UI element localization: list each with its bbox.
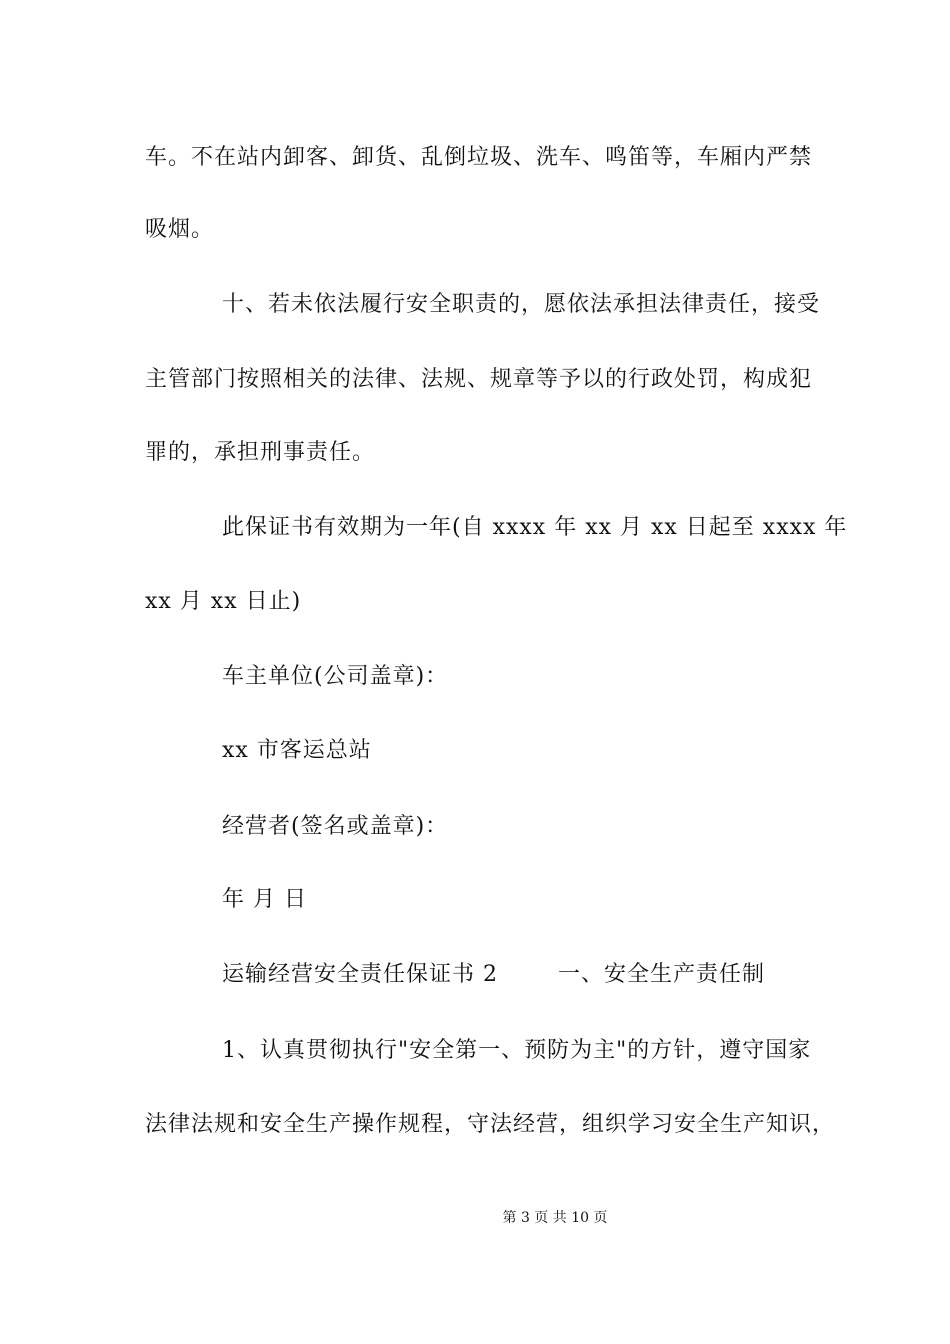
section-heading-line xyxy=(222,960,822,990)
page-number-footer: 第 3 页 共 10 页 xyxy=(502,1210,608,1226)
section-one-heading: 一、安全生产责任制 xyxy=(558,962,766,987)
paragraph-ten-line-2: 主管部门按照相关的法律、法规、规章等予以的行政处罚，构成犯 xyxy=(145,367,813,392)
operator-label: 经营者(签名或盖章)： xyxy=(222,814,449,839)
body-line-1: 车。不在站内卸客、卸货、乱倒垃圾、洗车、鸣笛等，车厢内严禁 xyxy=(145,145,813,170)
paragraph-ten-line-3: 罪的，承担刑事责任。 xyxy=(145,440,376,465)
document-title-2: 运输经营安全责任保证书 2 xyxy=(222,962,498,987)
paragraph-ten-line-1: 十、若未依法履行安全职责的，愿依法承担法律责任，接受 xyxy=(222,292,821,317)
station-name: xx 市客运总站 xyxy=(222,738,372,763)
item-one-line-2: 法律法规和安全生产操作规程，守法经营，组织学习安全生产知识， xyxy=(145,1112,836,1137)
body-line-2: 吸烟。 xyxy=(145,217,215,242)
date-line: 年 月 日 xyxy=(222,887,307,912)
owner-unit-label: 车主单位(公司盖章)： xyxy=(222,664,449,689)
validity-line-2: xx 月 xx 日止) xyxy=(145,589,302,614)
validity-line-1: 此保证书有效期为一年(自 xxxx 年 xx 月 xx 日起至 xxxx 年 xyxy=(222,515,848,540)
item-one-line-1: 1、认真贯彻执行"安全第一、预防为主"的方针，遵守国家 xyxy=(222,1038,812,1063)
